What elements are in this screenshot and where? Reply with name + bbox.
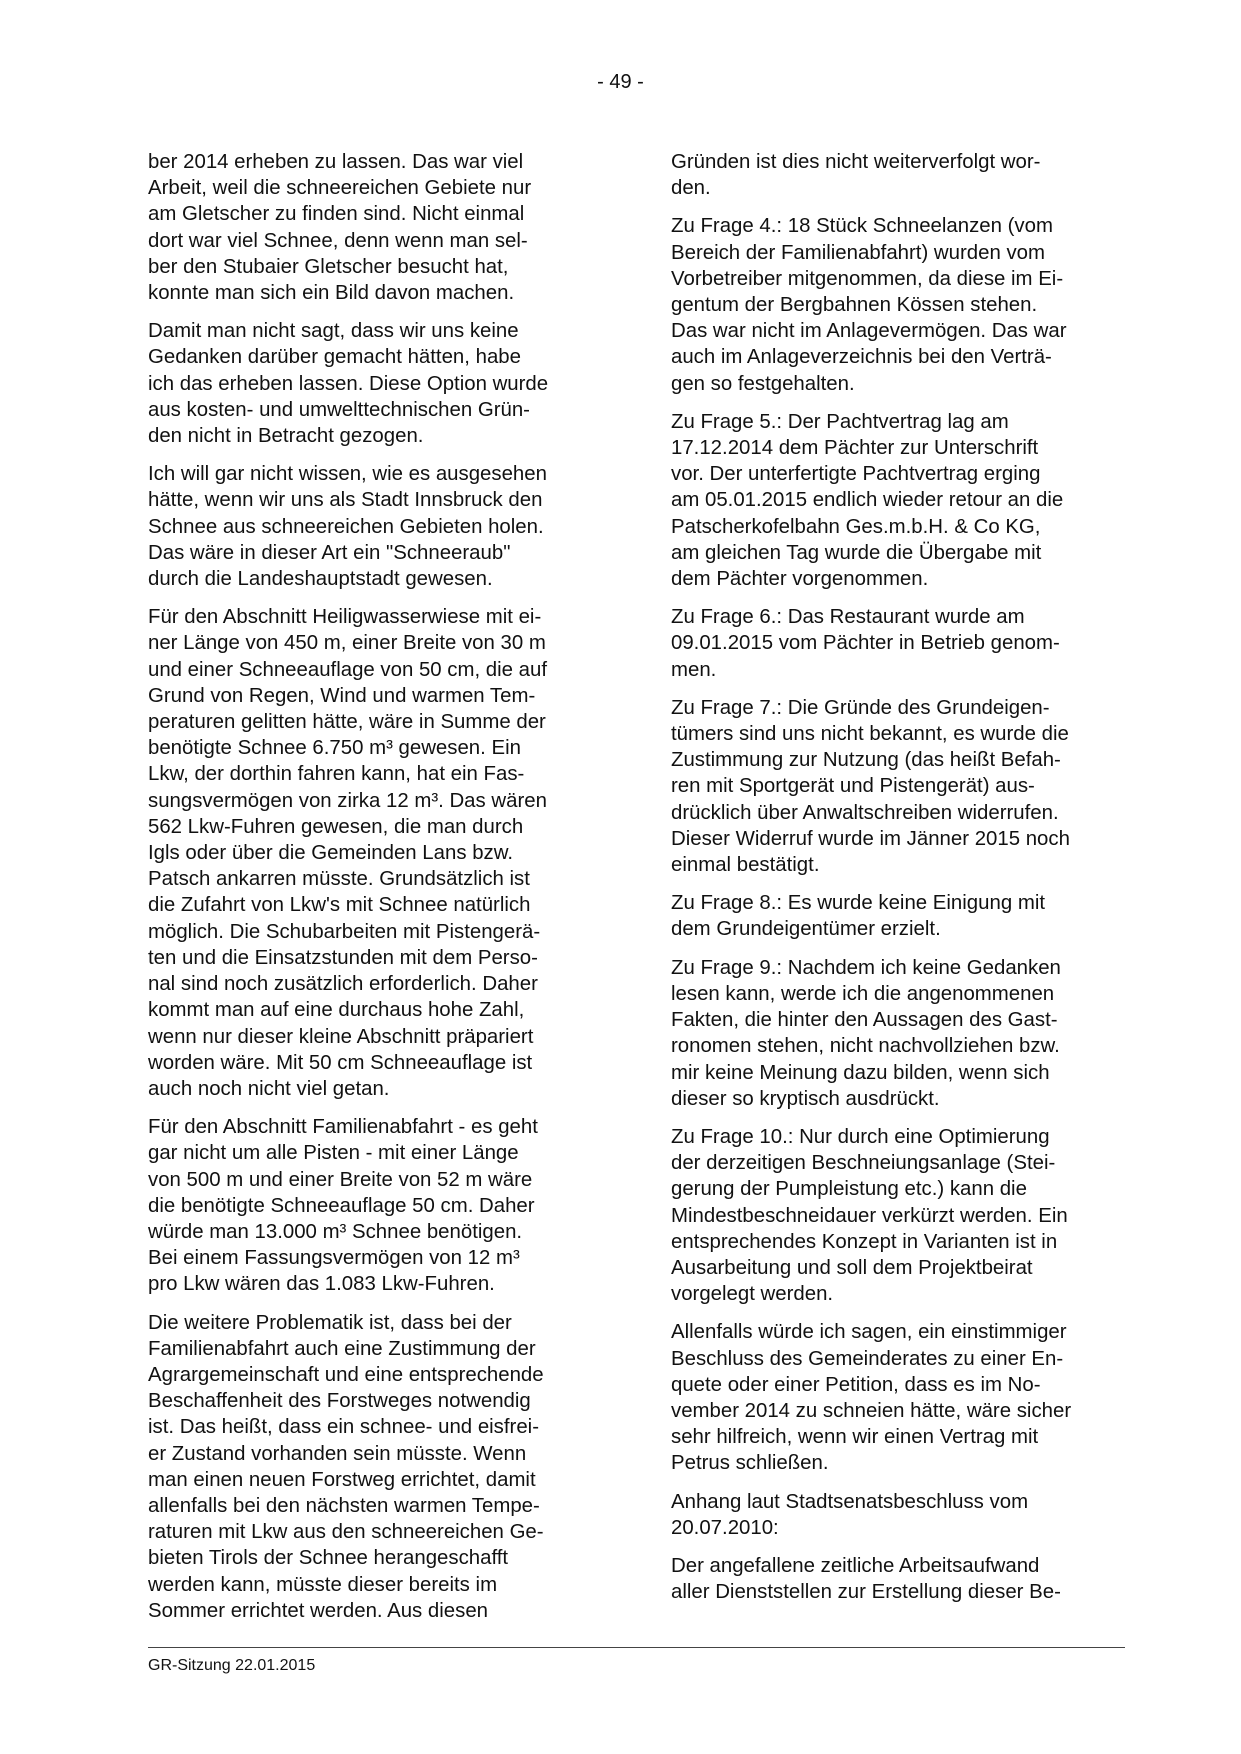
paragraph: Zu Frage 5.: Der Pachtvertrag lag am 17.12.2014 dem Pächter zur Unterschrift vor. Der unterfertigte Pachtvertrag erging am 05.01.2015 endlich wieder retour an die Patscherkofelbahn Ges.m.b.H. & Co KG, am gleichen Tag wurde die Übergabe mit dem Pächter vorgenommen. bbox=[671, 410, 1064, 591]
paragraph: Zu Frage 4.: 18 Stück Schneelanzen (vom Bereich der Familienabfahrt) wurden vom Vorbetreiber mitgenommen, da diese im Ei- gentum der Bergbahnen Kössen stehen. Das war nicht im Anlagevermögen. Das war auch im Anlageverzeichnis bei den Verträ- gen so festgehalten. bbox=[671, 215, 1067, 395]
paragraph: Zu Frage 9.: Nachdem ich keine Gedanken lesen kann, werde ich die angenommenen Fakten, die hinter den Aussagen des Gast- ronomen stehen, nicht nachvollziehen bzw. mir keine Meinung dazu bilden, wenn sich dieser so kryptisch ausdrückt. bbox=[671, 956, 1061, 1110]
left-column bbox=[148, 149, 594, 1636]
paragraph: Gründen ist dies nicht weiterverfolgt wor- den. bbox=[671, 151, 1041, 200]
paragraph: Ich will gar nicht wissen, wie es ausgesehen hätte, wenn wir uns als Stadt Innsbruck den Schnee aus schneereichen Gebieten holen. Das wäre in dieser Art ein "Schneeraub" durch die Landeshauptstadt gewesen. bbox=[148, 463, 547, 591]
paragraph: Der angefallene zeitliche Arbeitsaufwand aller Dienststellen zur Erstellung dieser Be- bbox=[671, 1554, 1061, 1604]
paragraph: Anhang laut Stadtsenatsbeschluss vom 20.07.2010: bbox=[671, 1490, 1029, 1539]
paragraph: Zu Frage 7.: Die Gründe des Grundeigen- tümers sind uns nicht bekannt, es wurde die Zustimmung zur Nutzung (das heißt Befah- ren mit Sportgerät und Pistengerät) aus- drücklich über Anwaltschreiben widerrufen. Dieser Widerruf wurde im Jänner 2015 noch einmal bestätigt. bbox=[671, 696, 1070, 877]
paragraph: Damit man nicht sagt, dass wir uns keine Gedanken darüber gemacht hätten, habe ich das erheben lassen. Diese Option wurde aus kosten- und umwelttechnischen Grün- den nicht in Betracht gezogen. bbox=[148, 320, 549, 448]
paragraph: Für den Abschnitt Heiligwasserwiese mit ei- ner Länge von 450 m, einer Breite von 30 m und einer Schneeauflage von 50 cm, die auf Grund von Regen, Wind und warmen Tem- peraturen gelitten hätte, wäre in Summe der benötigte Schnee 6.750 m³ gewesen. Ein Lkw, der dorthin fahren kann, hat ein Fas- sungsvermögen von zirka 12 m³. Das wären 562 Lkw-Fuhren gewesen, die man durch Igls oder über die Gemeinden Lans bzw. Patsch ankarren müsste. Grundsätzlich ist die Zufahrt von Lkw's mit Schnee natürlich möglich. Die Schubarbeiten mit Pistengerä- ten und die Einsatzstunden mit dem Perso- nal sind noch zusätzlich erforderlich. Daher kommt man auf eine durchaus hohe Zahl, wenn nur dieser kleine Abschnitt präpariert worden wäre. Mit 50 cm Schneeauflage ist auch noch nicht viel getan. bbox=[148, 606, 548, 1100]
paragraph: Für den Abschnitt Familienabfahrt - es geht gar nicht um alle Pisten - mit einer Länge von 500 m und einer Breite von 52 m wäre die benötigte Schneeauflage 50 cm. Daher würde man 13.000 m³ Schnee benötigen. Bei einem Fassungsvermögen von 12 m³ pro Lkw wären das 1.083 Lkw-Fuhren. bbox=[148, 1116, 538, 1296]
right-column bbox=[671, 149, 1117, 1617]
footer-session-label: GR-Sitzung 22.01.2015 bbox=[148, 1657, 316, 1674]
paragraph: Allenfalls würde ich sagen, ein einstimmiger Beschluss des Gemeinderates zu einer En- quete oder einer Petition, dass es im No- vember 2014 zu schneien hätte, wäre sicher sehr hilfreich, wenn wir einen Vertrag mit Petrus schließen. bbox=[671, 1321, 1072, 1475]
paragraph: Die weitere Problematik ist, dass bei der Familienabfahrt auch eine Zustimmung der Agrargemeinschaft und eine entsprechende Beschaffenheit des Forstweges notwendig ist. Das heißt, dass ein schnee- und eisfrei- er Zustand vorhanden sein müsste. Wenn man einen neuen Forstweg errichtet, damit allenfalls bei den nächsten warmen Tempe- raturen mit Lkw aus den schneereichen Ge- bieten Tirols der Schnee herangeschafft werden kann, müsste dieser bereits im Sommer errichtet werden. Aus diesen bbox=[148, 1311, 544, 1622]
paragraph: Zu Frage 10.: Nur durch eine Optimierung der derzeitigen Beschneiungsanlage (Stei- gerung der Pumpleistung etc.) kann die Mindestbeschneidauer verkürzt werden. Ein entsprechendes Konzept in Varianten ist in Ausarbeitung und soll dem Projektbeirat vorgelegt werden. bbox=[671, 1125, 1068, 1306]
footer-divider bbox=[148, 1647, 1125, 1648]
paragraph: Zu Frage 6.: Das Restaurant wurde am 09.01.2015 vom Pächter in Betrieb genom- men. bbox=[671, 606, 1060, 681]
paragraph: Zu Frage 8.: Es wurde keine Einigung mit dem Grundeigentümer erzielt. bbox=[671, 892, 1046, 941]
paragraph: ber 2014 erheben zu lassen. Das war viel Arbeit, weil die schneereichen Gebiete nur am Gletscher zu finden sind. Nicht einmal dort war viel Schnee, denn wenn man sel- ber den Stubaier Gletscher besucht hat, konnte man sich ein Bild davon machen. bbox=[148, 151, 532, 305]
page-number: - 49 - bbox=[597, 71, 644, 93]
